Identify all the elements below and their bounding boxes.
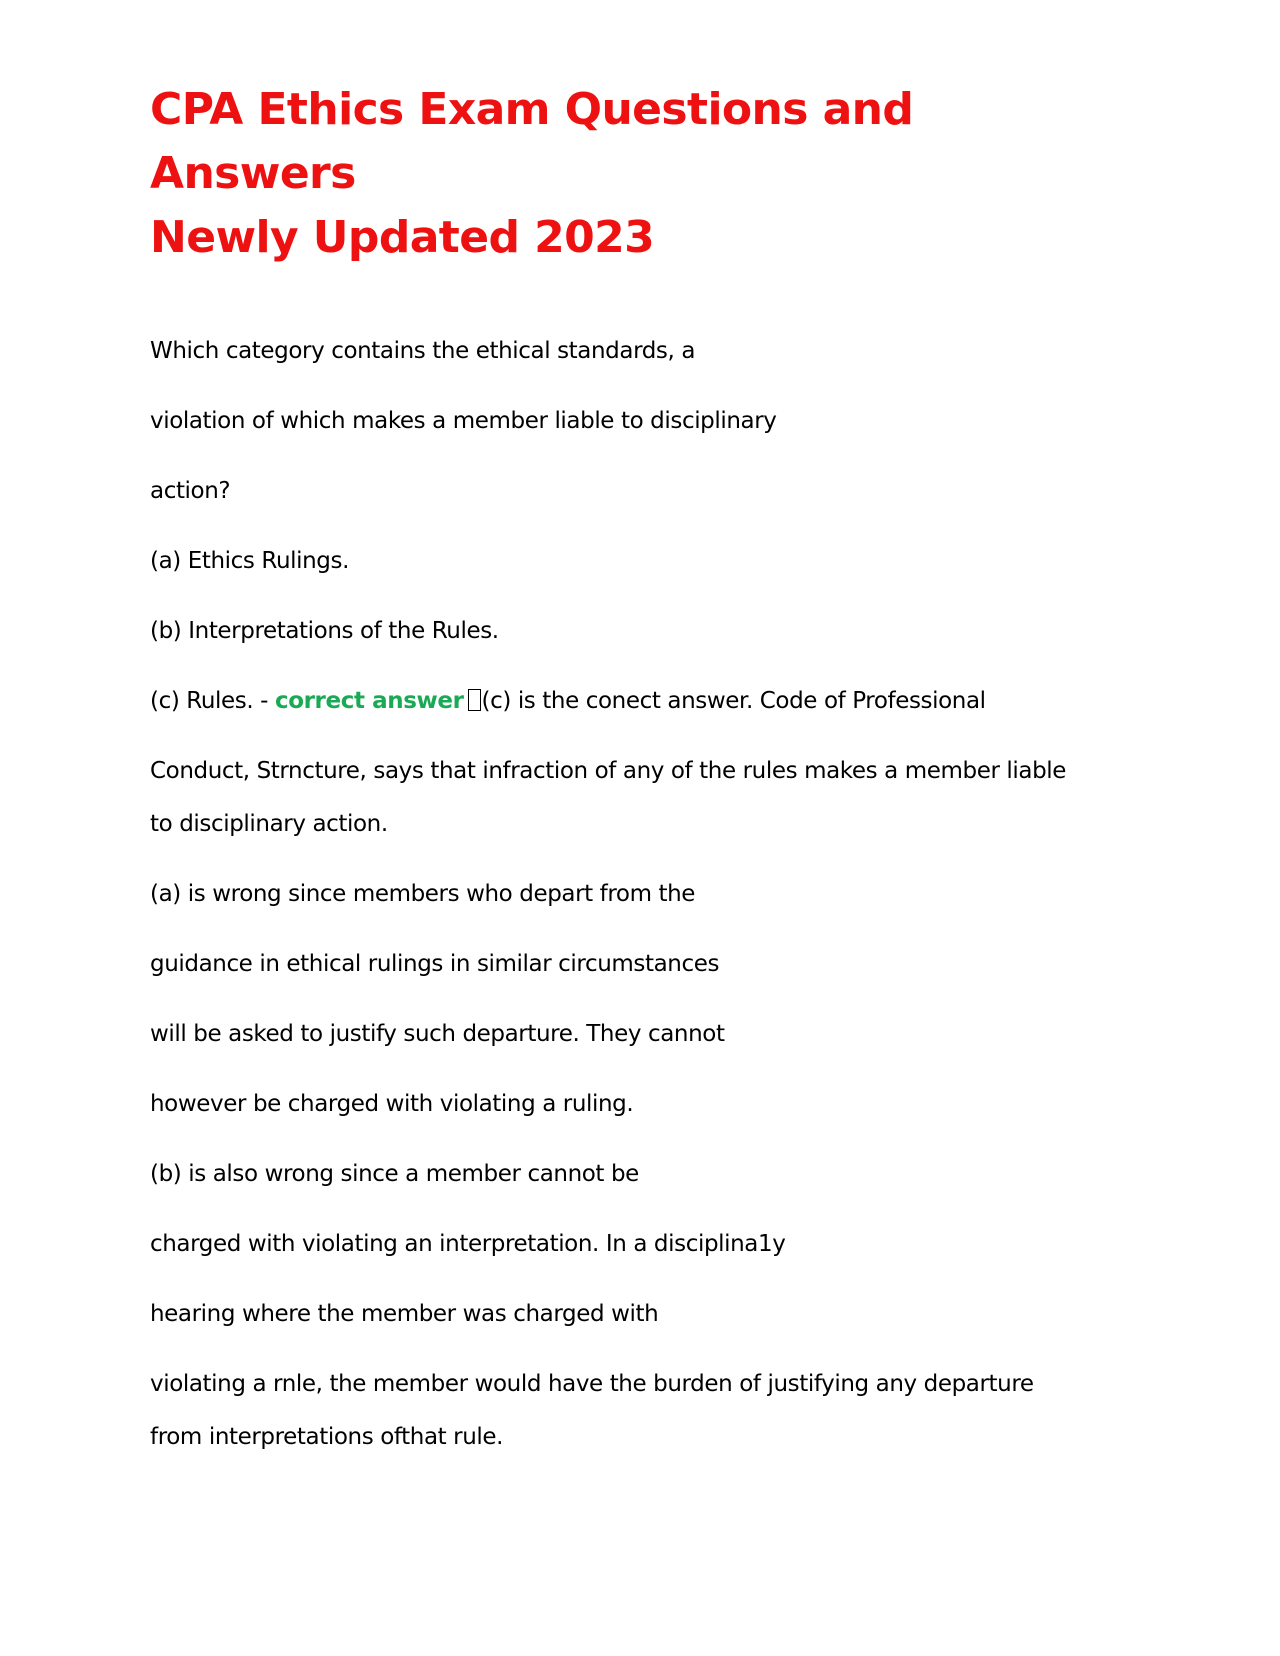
explanation-line: violating a rnle, the member would have the burden of justifying any departure [150, 1371, 1034, 1397]
explanation-line: Conduct, Strncture, says that infraction of any of the rules makes a member liable [150, 758, 1067, 784]
explanation-line: will be asked to justify such departure. They cannot [150, 1021, 725, 1047]
title-line-2: Newly Updated 2023 [150, 212, 655, 263]
option-b: (b) Interpretations of the Rules. [150, 618, 499, 644]
explanation-line: (b) is also wrong since a member cannot be [150, 1161, 639, 1187]
explanation-line: guidance in ethical rulings in similar circumstances [150, 951, 720, 977]
explanation-line: however be charged with violating a ruling. [150, 1091, 634, 1117]
option-c-prefix: (c) Rules. - [150, 688, 275, 714]
document-body [150, 336, 1130, 1453]
explanation-line: to disciplinary action. [150, 811, 388, 837]
option-c-answer-line [150, 686, 1130, 717]
option-a: (a) Ethics Rulings. [150, 548, 349, 574]
explanation-line: hearing where the member was charged with [150, 1301, 659, 1327]
explanation-line: from interpretations ofthat rule. [150, 1424, 504, 1450]
question-line: action? [150, 478, 231, 504]
question-line: violation of which makes a member liable to disciplinary [150, 408, 777, 434]
document-page [150, 78, 1130, 1492]
explanation-line: (a) is wrong since members who depart from the [150, 881, 696, 907]
question-line: Which category contains the ethical standards, a [150, 338, 696, 364]
title-line-1: CPA Ethics Exam Questions and Answers [150, 84, 914, 199]
correct-answer-label: correct answer [274, 688, 464, 714]
answer-explanation-start: (c) is the conect answer. Code of Professional [481, 688, 986, 714]
document-title [150, 78, 1130, 270]
explanation-line: charged with violating an interpretation. In a disciplina1y [150, 1231, 786, 1257]
missing-glyph-icon [468, 689, 481, 711]
